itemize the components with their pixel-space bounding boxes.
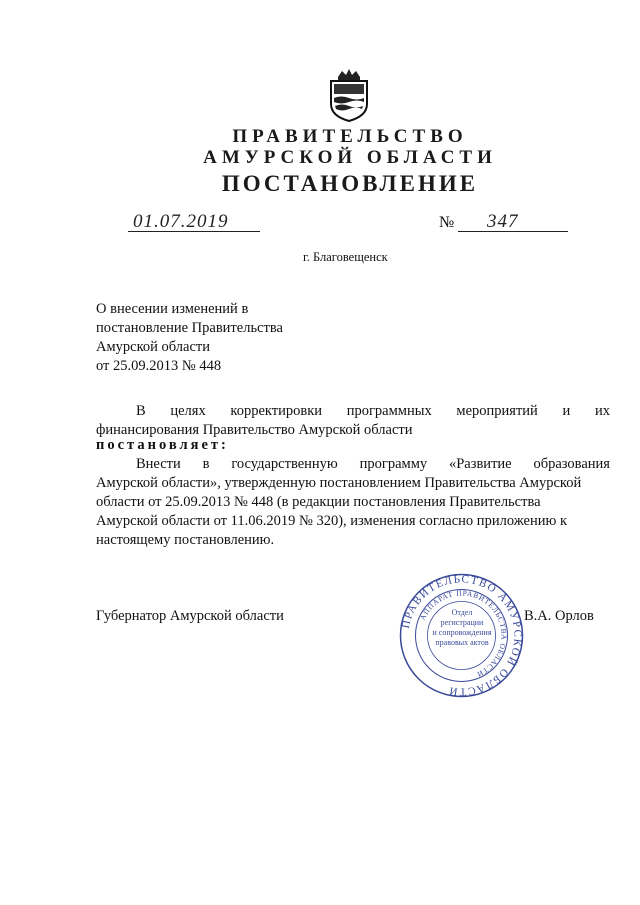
word: «Развитие <box>448 456 512 472</box>
stamp-dept-line: Отдел <box>451 608 473 617</box>
word: государственную <box>231 456 338 472</box>
subject-line: от 25.09.2013 № 448 <box>96 358 222 374</box>
word: программу <box>359 456 428 472</box>
document-date: 01.07.2019 <box>133 211 229 232</box>
word: в <box>202 456 210 472</box>
paragraph-line: области от 25.09.2013 № 448 (в редакции постановления Правительства <box>96 494 541 510</box>
word: образования <box>533 456 610 472</box>
document-subject <box>96 300 356 376</box>
stamp-inner-text: АППАРАТ ПРАВИТЕЛЬСТВА ОБЛАСТИ <box>417 588 509 680</box>
word: целях <box>170 403 206 419</box>
word: Внести <box>136 456 181 472</box>
document-type: ПОСТАНОВЛЕНИЕ <box>221 171 479 196</box>
subject-line: постановление Правительства <box>96 320 283 336</box>
paragraph-line: финансирования Правительство Амурской области <box>96 422 413 438</box>
paragraph-line: настоящему постановлению. <box>96 532 275 548</box>
stamp-dept-line: и сопровождения <box>432 628 492 637</box>
subject-line: Амурской области <box>96 339 210 355</box>
decision-paragraph <box>96 455 610 550</box>
stamp-dept-line: правовых актов <box>435 638 489 647</box>
stamp-dept-line: регистрации <box>440 618 484 627</box>
number-label: № <box>439 214 455 231</box>
word: В <box>136 403 146 419</box>
signer-name: В.А. Орлов <box>524 608 594 624</box>
paragraph-line: Амурской области», утвержденную постановлением Правительства Амурской <box>96 475 582 491</box>
signer-position: Губернатор Амурской области <box>96 608 284 624</box>
government-title: ПРАВИТЕЛЬСТВО <box>232 126 468 147</box>
region-title: АМУРСКОЙ ОБЛАСТИ <box>203 147 497 168</box>
paragraph-line: Амурской области от 11.06.2019 № 320), изменения согласно приложению к <box>96 513 567 529</box>
decree-word: постановляет: <box>96 437 229 453</box>
subject-line: О внесении изменений в <box>96 301 249 317</box>
preamble-paragraph <box>96 402 610 440</box>
word: мероприятий <box>456 403 538 419</box>
stamp-outer-text: ПРАВИТЕЛЬСТВО АМУРСКОЙ ОБЛАСТИ <box>399 573 524 698</box>
city: г. Благовещенск <box>303 250 388 264</box>
word: и <box>562 403 571 419</box>
stamp-department <box>425 608 499 648</box>
word: программных <box>346 403 432 419</box>
coat-of-arms-icon <box>328 68 370 122</box>
word: корректировки <box>230 403 323 419</box>
word: их <box>594 403 610 419</box>
document-number: 347 <box>487 211 519 232</box>
